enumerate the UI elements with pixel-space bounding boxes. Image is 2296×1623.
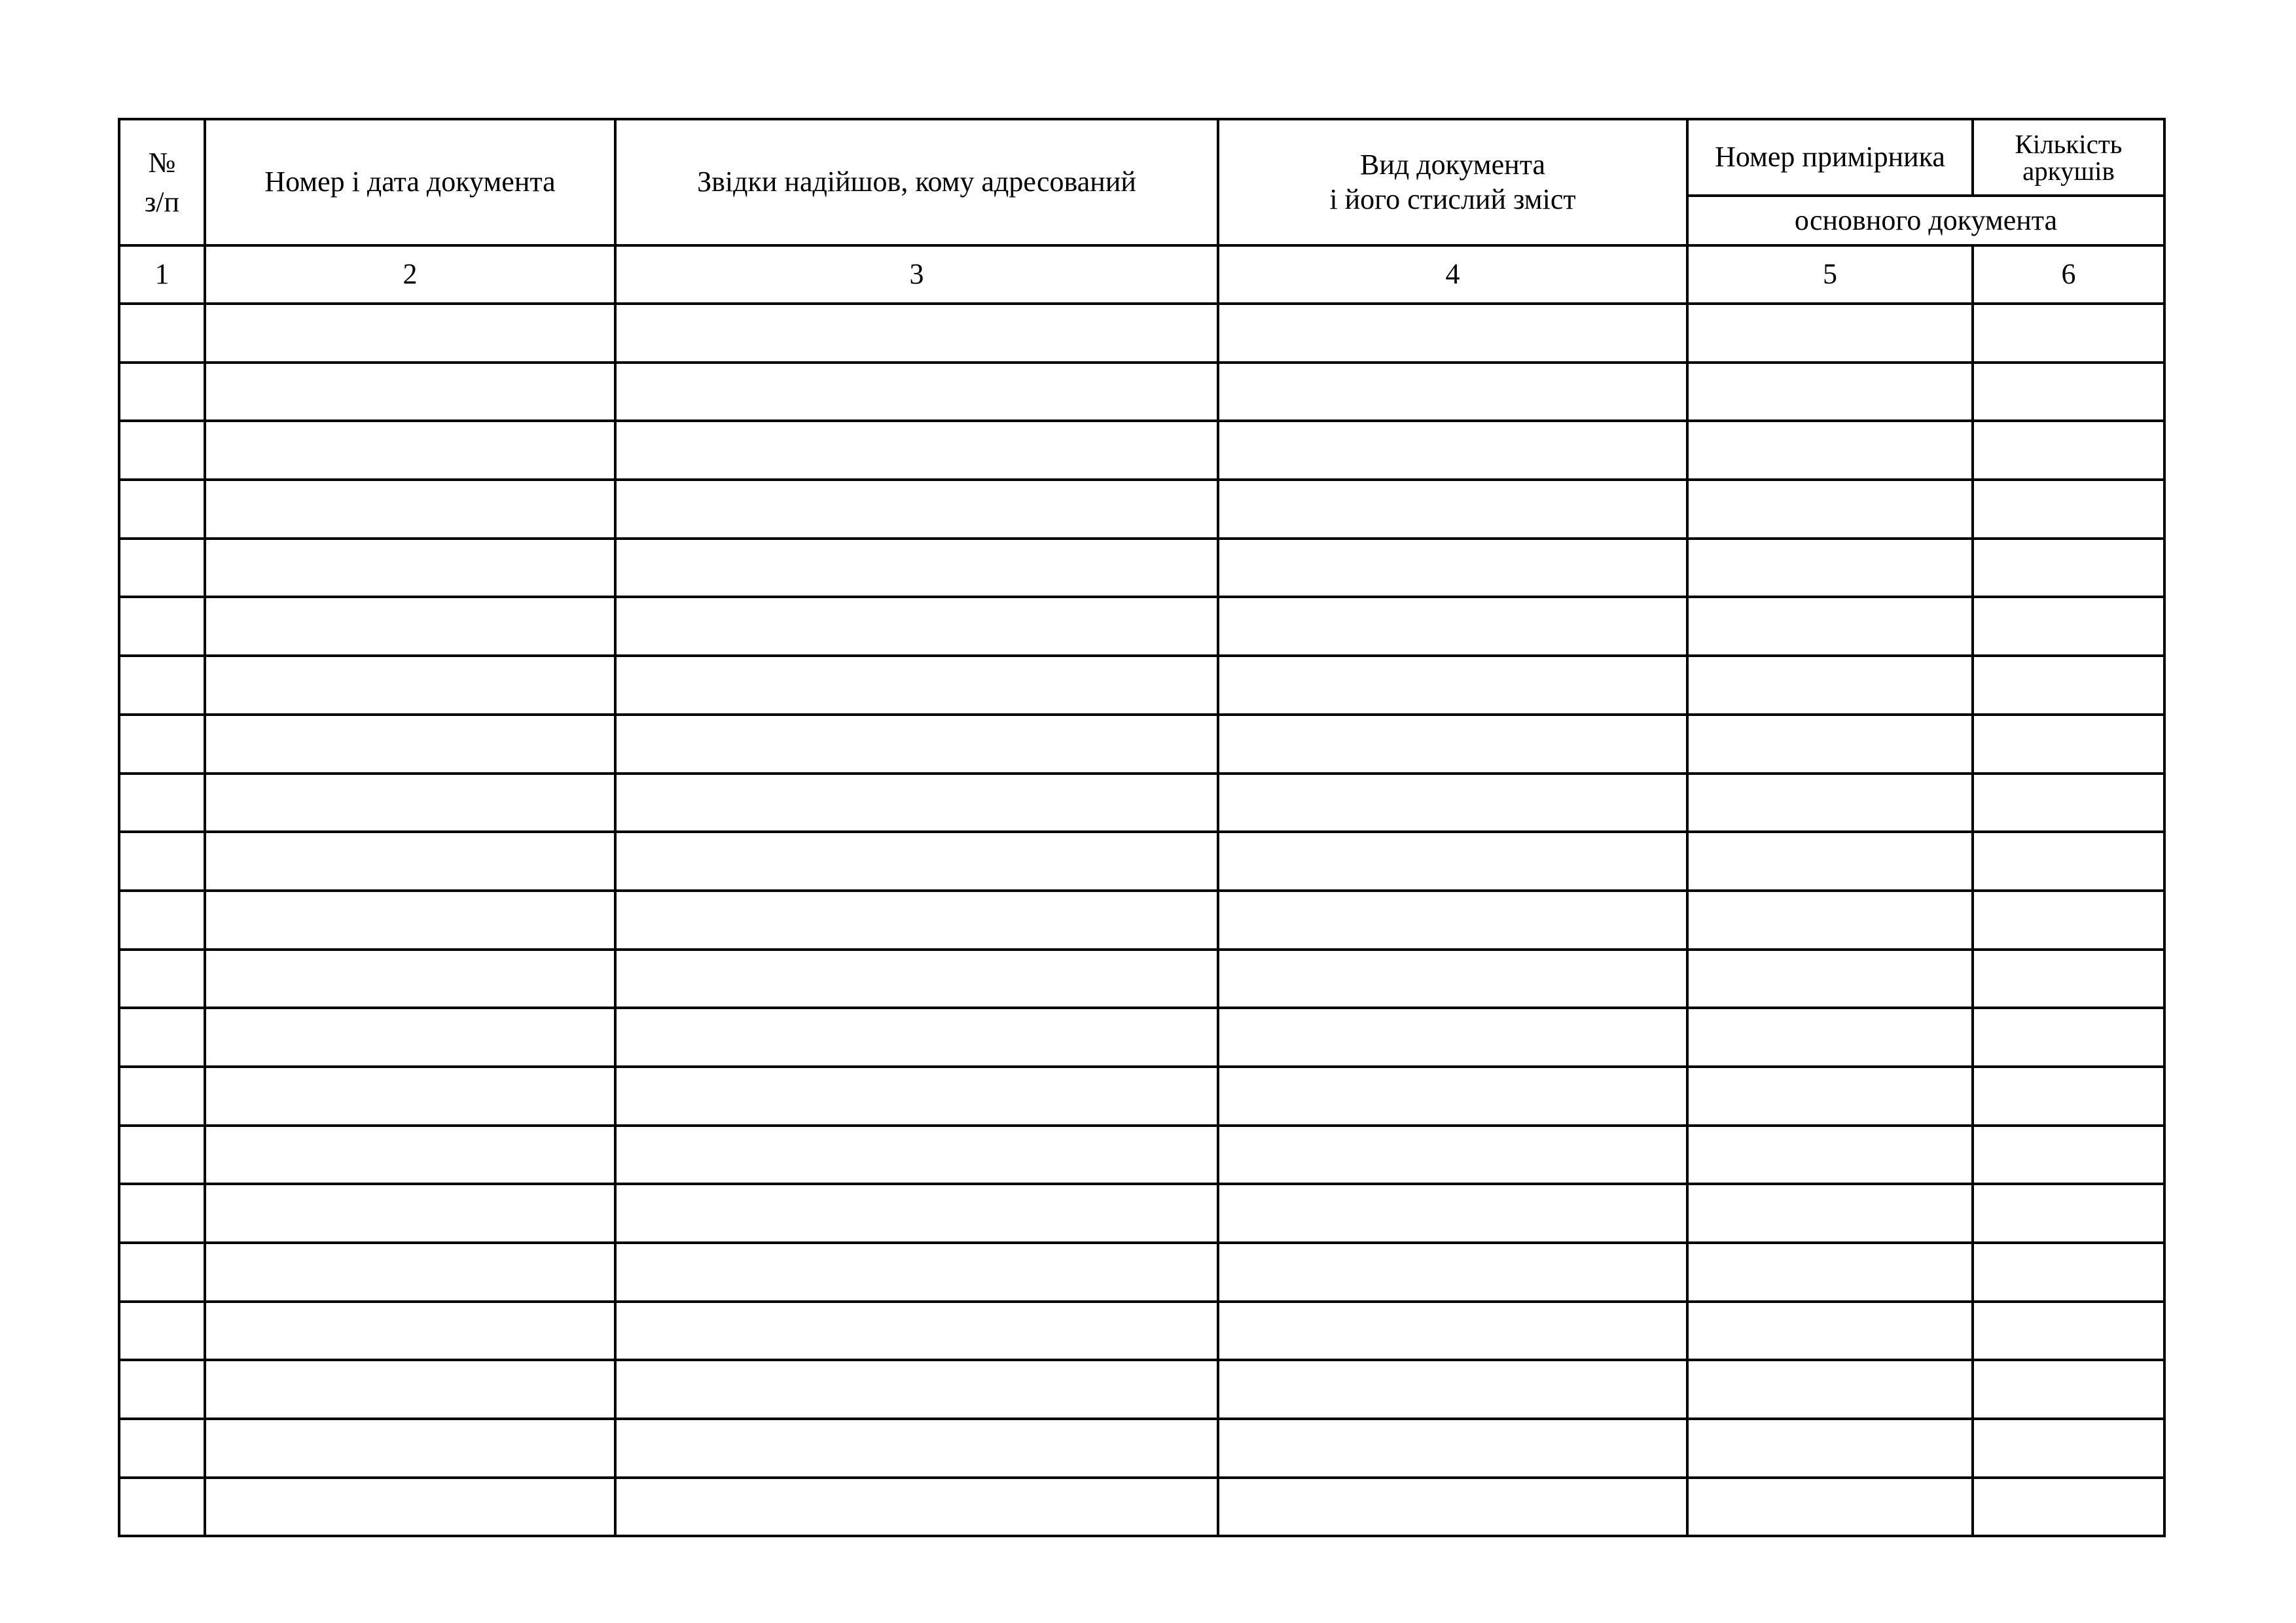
table-cell [119,1360,205,1419]
table-cell [615,715,1218,774]
table-cell [1973,421,2164,480]
table-cell [119,304,205,363]
table-cell [1973,832,2164,891]
column-number-3: 3 [615,245,1218,304]
table-cell [119,832,205,891]
table-cell [1218,950,1687,1008]
table-cell [205,1419,615,1478]
document-register-table [118,118,2166,1537]
table-cell [205,832,615,891]
table-row [119,304,2164,363]
table-cell [1218,1243,1687,1302]
table-cell [205,1067,615,1126]
table-cell [205,715,615,774]
table-cell [1218,363,1687,421]
table-cell [1218,421,1687,480]
table-cell [205,1126,615,1185]
table-row [119,1067,2164,1126]
header-doc-type-line1: Вид документа [1359,148,1546,181]
table-cell [1973,1067,2164,1126]
table-cell [1973,597,2164,656]
table-cell [1687,1243,1973,1302]
table-cell [1973,656,2164,715]
table-cell [1218,597,1687,656]
table-cell [205,363,615,421]
table-cell [1973,1126,2164,1185]
table-row [119,1126,2164,1185]
table-cell [1687,597,1973,656]
table-cell [119,1302,205,1361]
table-cell [205,950,615,1008]
column-number-2: 2 [205,245,615,304]
table-cell [1687,480,1973,539]
header-sheet-count-line2: аркушів [2022,155,2115,186]
table-row [119,715,2164,774]
table-cell [1687,1067,1973,1126]
table-cell [205,1008,615,1067]
header-serial-number-abbr: з/п [144,185,180,218]
table-cell [1687,656,1973,715]
table-cell [615,1243,1218,1302]
table-cell [1218,1360,1687,1419]
table-cell [1973,304,2164,363]
table-cell [615,363,1218,421]
table-cell [119,539,205,597]
table-cell [615,597,1218,656]
table-cell [1973,1360,2164,1419]
table-cell [1218,656,1687,715]
table-cell [615,1126,1218,1185]
table-cell [1973,715,2164,774]
table-cell [1687,1302,1973,1361]
table-cell [119,1478,205,1537]
table-cell [205,1184,615,1243]
table-cell [1973,950,2164,1008]
table-cell [1218,1302,1687,1361]
table-cell [119,891,205,950]
table-cell [1218,1478,1687,1537]
table-row [119,891,2164,950]
header-copy-number: Номер примірника [1687,119,1973,196]
header-serial-number [119,119,205,245]
table-cell [119,1184,205,1243]
table-cell [1218,539,1687,597]
table-cell [1973,539,2164,597]
table-cell [119,774,205,832]
table-row [119,1419,2164,1478]
table-cell [615,539,1218,597]
table-cell [119,421,205,480]
table-cell [1218,774,1687,832]
table-cell [205,597,615,656]
header-main-document: основного документа [1687,196,2164,245]
table-cell [1687,1184,1973,1243]
table-cell [1687,1126,1973,1185]
table-cell [1973,891,2164,950]
table-cell [1218,832,1687,891]
table-cell [205,656,615,715]
table-cell [1973,774,2164,832]
table-cell [119,363,205,421]
table-cell [1973,480,2164,539]
header-doc-number-date: Номер і дата документа [205,119,615,245]
table-cell [1218,1419,1687,1478]
table-cell [1218,1008,1687,1067]
table-cell [615,1184,1218,1243]
table-cell [1218,715,1687,774]
header-sheet-count-line1: Кількість [2015,128,2123,159]
table-cell [205,421,615,480]
table-cell [1687,832,1973,891]
table-row [119,363,2164,421]
table-cell [205,774,615,832]
table-cell [615,1302,1218,1361]
column-number-4: 4 [1218,245,1687,304]
table-cell [1218,891,1687,950]
table-cell [615,950,1218,1008]
table-cell [1218,480,1687,539]
table-cell [1687,363,1973,421]
table-cell [615,891,1218,950]
table-row [119,421,2164,480]
table-cell [615,832,1218,891]
table-cell [1973,1184,2164,1243]
table-row [119,950,2164,1008]
table-row [119,480,2164,539]
table-cell [119,656,205,715]
table-cell [1973,363,2164,421]
header-row-top [119,119,2164,196]
table-row [119,832,2164,891]
table-cell [1973,1302,2164,1361]
table-cell [615,1478,1218,1537]
table-row [119,1478,2164,1537]
column-number-row [119,245,2164,304]
table-cell [1218,1184,1687,1243]
table-row [119,1184,2164,1243]
table-cell [1218,304,1687,363]
header-doc-type-summary [1218,119,1687,245]
header-serial-number-symbol: № [148,147,176,179]
table-cell [1973,1243,2164,1302]
table-row [119,656,2164,715]
table-cell [1687,715,1973,774]
table-cell [119,1008,205,1067]
table-row [119,1008,2164,1067]
table-cell [119,950,205,1008]
table-cell [1687,1419,1973,1478]
table-cell [1973,1008,2164,1067]
table-cell [205,1302,615,1361]
table-cell [119,597,205,656]
column-number-1: 1 [119,245,205,304]
table-cell [119,1126,205,1185]
table-cell [1973,1419,2164,1478]
table-cell [1687,891,1973,950]
table-row [119,1243,2164,1302]
table-cell [1687,774,1973,832]
table-cell [1687,304,1973,363]
table-cell [1973,1478,2164,1537]
header-source-addressee: Звідки надійшов, кому адресований [615,119,1218,245]
table-row [119,774,2164,832]
table-cell [615,1008,1218,1067]
table-cell [615,1360,1218,1419]
table-cell [1687,539,1973,597]
table-cell [205,304,615,363]
table-cell [1218,1067,1687,1126]
table-cell [119,1419,205,1478]
table-cell [119,1243,205,1302]
table-cell [1687,1360,1973,1419]
table-cell [205,1360,615,1419]
table-cell [1687,421,1973,480]
table-cell [1687,1008,1973,1067]
table-row [119,597,2164,656]
column-number-5: 5 [1687,245,1973,304]
table-cell [119,480,205,539]
table-cell [205,1478,615,1537]
table-cell [615,421,1218,480]
table-cell [1687,950,1973,1008]
table-cell [615,304,1218,363]
table-cell [1687,1478,1973,1537]
table-cell [205,1243,615,1302]
table-cell [119,715,205,774]
table-cell [205,539,615,597]
table-row [119,1360,2164,1419]
header-sheet-count [1973,119,2164,196]
table-cell [1218,1126,1687,1185]
column-number-6: 6 [1973,245,2164,304]
table-cell [615,774,1218,832]
header-doc-type-line2: і його стислий зміст [1329,183,1576,215]
table-cell [205,480,615,539]
table-cell [205,891,615,950]
table-cell [615,480,1218,539]
table-cell [615,1419,1218,1478]
table-cell [119,1067,205,1126]
table-row [119,1302,2164,1361]
table-row [119,539,2164,597]
table-cell [615,1067,1218,1126]
table-cell [615,656,1218,715]
